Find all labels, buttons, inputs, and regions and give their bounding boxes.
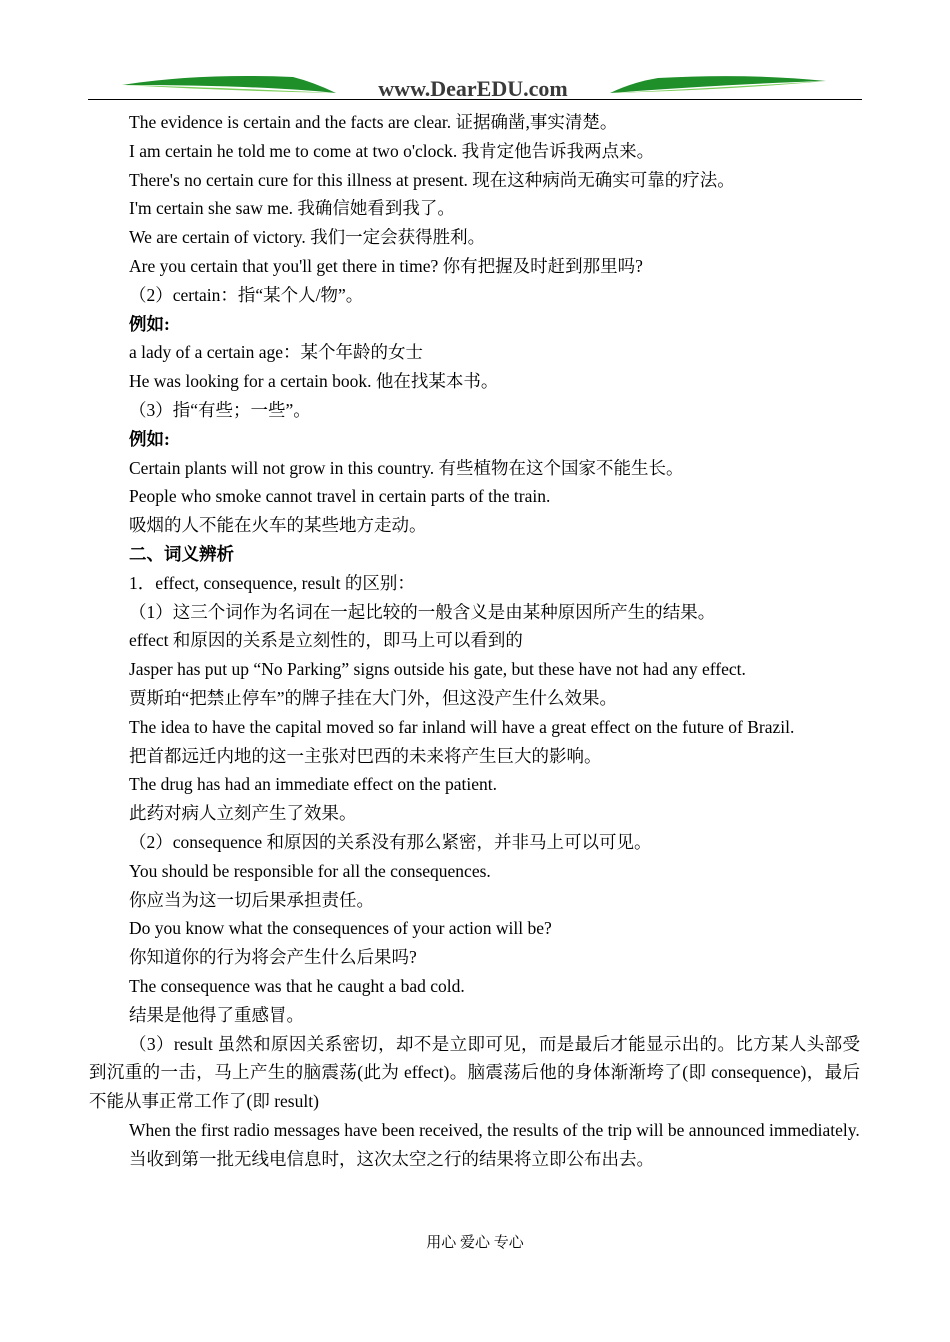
site-logo-text: www.DearEDU.com — [378, 76, 568, 101]
paragraph: Are you certain that you'll get there in time? 你有把握及时赶到那里吗? — [129, 255, 643, 276]
paragraph: （3）指“有些；一些”。 — [129, 399, 311, 420]
right-swoosh — [610, 76, 826, 93]
paragraph: People who smoke cannot travel in certain parts of the train. — [129, 486, 551, 507]
example-heading: 例如: — [129, 428, 170, 449]
paragraph: 贾斯珀“把禁止停车”的牌子挂在大门外，但这没产生什么效果。 — [129, 687, 618, 708]
paragraph: When the first radio messages have been received, the results of the trip will be announced immediately. — [129, 1119, 860, 1140]
header-rule — [88, 99, 862, 100]
paragraph: 当收到第一批无线电信息时，这次太空之行的结果将立即公布出去。 — [129, 1148, 654, 1169]
paragraph: 此药对病人立刻产生了效果。 — [129, 803, 357, 824]
paragraph: I'm certain she saw me. 我确信她看到我了。 — [129, 198, 455, 219]
paragraph: a lady of a certain age：某个年龄的女士 — [129, 342, 424, 363]
paragraph: Certain plants will not grow in this country. 有些植物在这个国家不能生长。 — [129, 457, 684, 478]
paragraph: The idea to have the capital moved so far inland will have a great effect on the future of Brazil. — [129, 716, 795, 737]
example-heading: 例如: — [129, 313, 170, 334]
paragraph: Jasper has put up “No Parking” signs outside his gate, but these have not had any effect. — [129, 659, 746, 680]
paragraph: The drug has had an immediate effect on the patient. — [129, 774, 498, 795]
paragraph: 1．effect, consequence, result 的区别： — [129, 572, 415, 593]
paragraph: There's no certain cure for this illness at present. 现在这种病尚无确实可靠的疗法。 — [129, 169, 735, 190]
paragraph: I am certain he told me to come at two o'clock. 我肯定他告诉我两点来。 — [129, 140, 655, 161]
paragraph: The evidence is certain and the facts are clear. 证据确凿,事实清楚。 — [129, 112, 618, 132]
dearedu-logo — [88, 72, 862, 102]
paragraph: （2）certain：指“某个人/物”。 — [129, 284, 364, 305]
paragraph: The consequence was that he caught a bad cold. — [129, 975, 465, 996]
paragraph: 结果是他得了重感冒。 — [129, 1004, 304, 1025]
paragraph: We are certain of victory. 我们一定会获得胜利。 — [129, 227, 486, 248]
page-footer: 用心 爱心 专心 — [426, 1235, 524, 1251]
paragraph: 把首都远迁内地的这一主张对巴西的未来将产生巨大的影响。 — [129, 745, 602, 766]
left-swoosh — [122, 76, 336, 93]
paragraph: 你应当为这一切后果承担责任。 — [129, 889, 374, 910]
paragraph: （3）result 虽然和原因关系密切，却不是立即可见，而是最后才能显示出的。比方某人头部受到沉重的一击，马上产生的脑震荡(此为 effect)。脑震荡后他的身体渐渐垮了(即 consequence)，最后不能从事正常工作了(即 result) — [89, 1033, 860, 1112]
section-heading: 二、词义辨析 — [129, 543, 234, 564]
document-body — [89, 108, 860, 1173]
paragraph: effect 和原因的关系是立刻性的，即马上可以看到的 — [129, 630, 523, 651]
paragraph: 你知道你的行为将会产生什么后果吗? — [129, 947, 417, 968]
paragraph: You should be responsible for all the consequences. — [129, 860, 491, 881]
paragraph: 吸烟的人不能在火车的某些地方走动。 — [129, 515, 427, 536]
paragraph: （2）consequence 和原因的关系没有那么紧密，并非马上可以可见。 — [129, 831, 652, 852]
page-header — [88, 72, 862, 102]
paragraph: （1）这三个词作为名词在一起比较的一般含义是由某种原因所产生的结果。 — [129, 601, 716, 622]
paragraph: Do you know what the consequences of your action will be? — [129, 918, 552, 939]
paragraph: He was looking for a certain book. 他在找某本书。 — [129, 371, 499, 392]
